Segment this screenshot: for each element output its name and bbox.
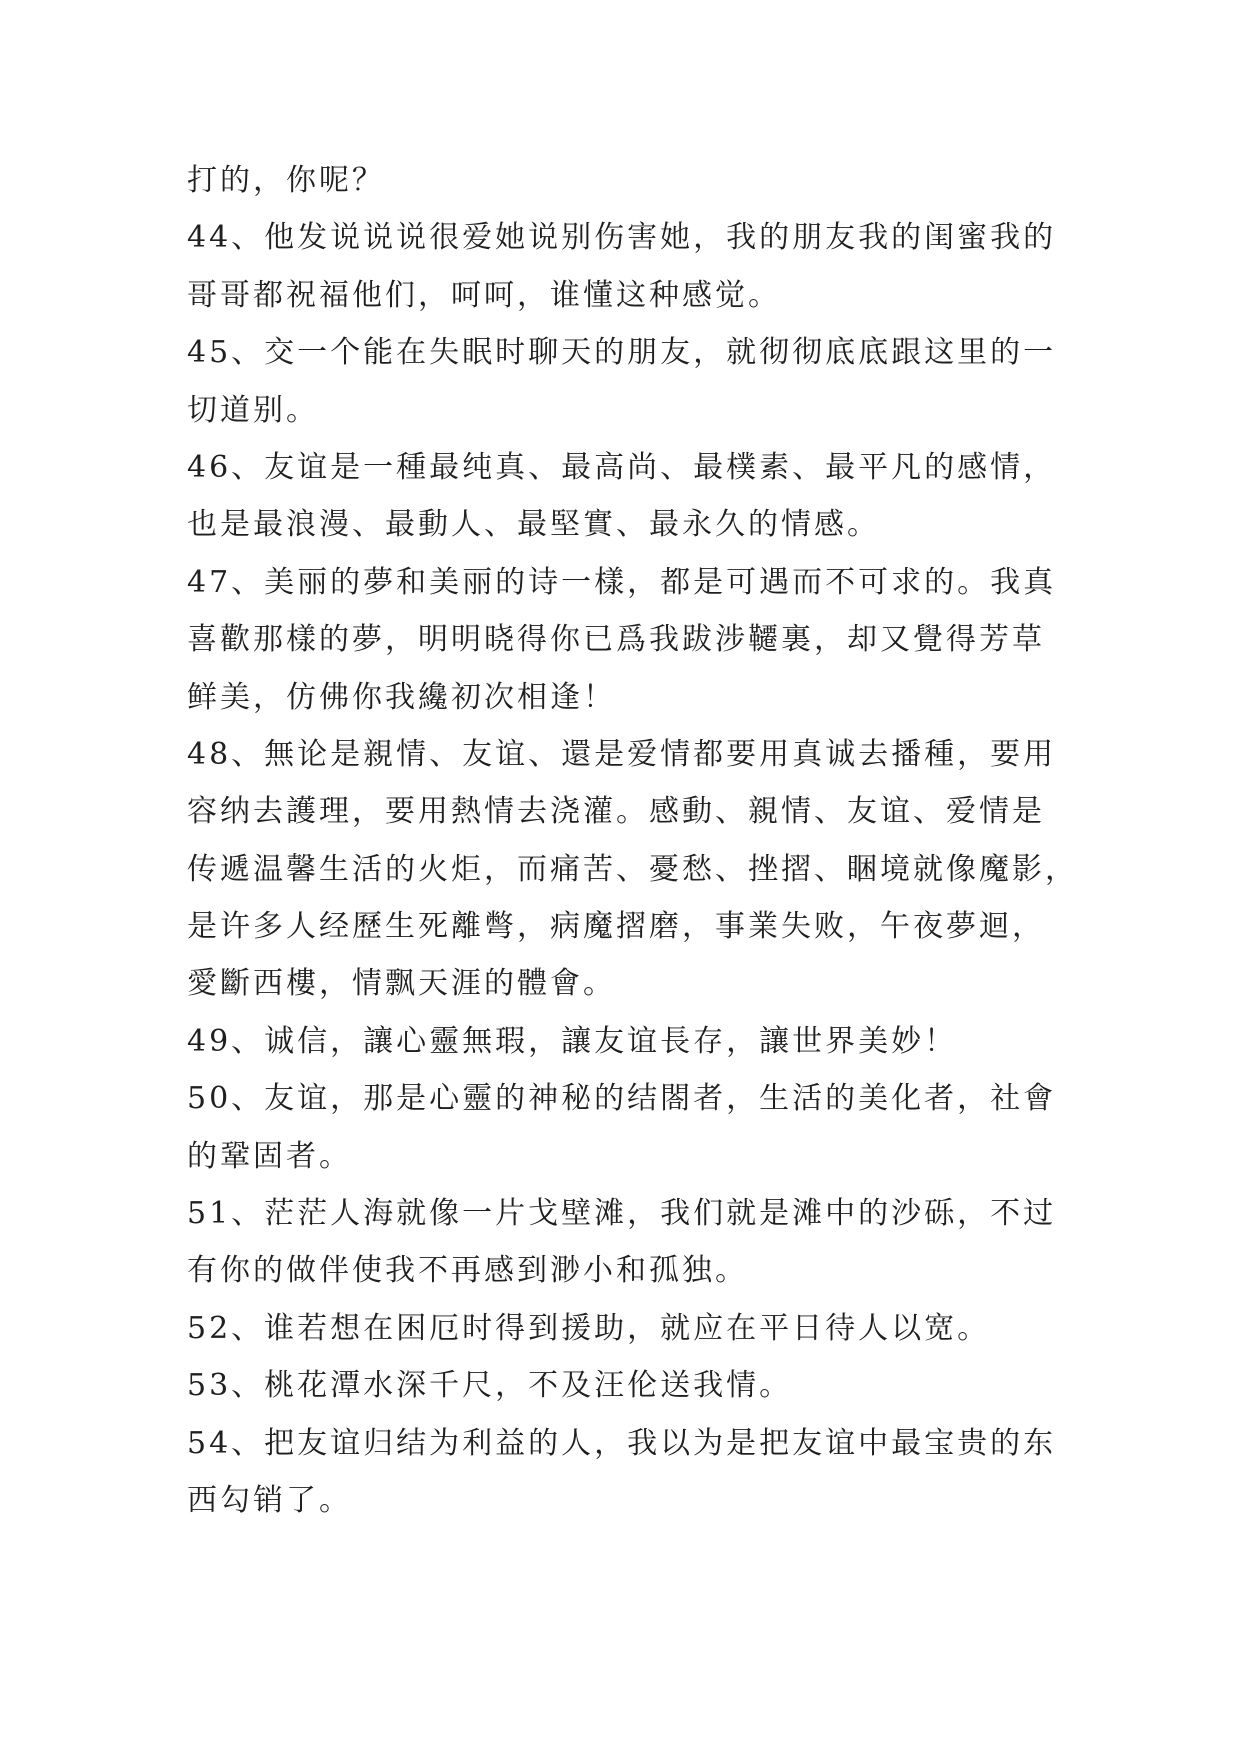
text-line: 48、無论是親情、友谊、還是爱情都要用真诚去播種，要用 xyxy=(187,736,1057,772)
text-line: 44、他发说说说很爱她说别伤害她，我的朋友我的闺蜜我的 xyxy=(187,220,1057,256)
text-line: 切道别。 xyxy=(187,392,319,428)
text-line: 49、诚信，讓心靈無瑕，讓友谊長存，讓世界美妙！ xyxy=(187,1023,958,1059)
text-line: 51、茫茫人海就像一片戈壁滩，我们就是滩中的沙砾，不过 xyxy=(187,1196,1057,1232)
text-line: 的鞏固者。 xyxy=(187,1138,352,1174)
text-line: 打的，你呢？ xyxy=(187,163,385,198)
text-line: 52、谁若想在困厄时得到援助，就应在平日待人以宽。 xyxy=(187,1310,991,1346)
text-line: 愛斷西樓，情飘天涯的體會。 xyxy=(187,966,616,1002)
text-line: 54、把友谊归结为利益的人，我以为是把友谊中最宝贵的东 xyxy=(187,1425,1057,1461)
text-line: 传遞温馨生活的火炬，而痛苦、憂愁、挫摺、睏境就像魔影， xyxy=(187,851,1078,887)
text-line: 是许多人经歷生死離彆，病魔摺磨，事業失败，午夜夢迴， xyxy=(187,909,1045,945)
text-line: 50、友谊，那是心靈的神秘的结閤者，生活的美化者，社會 xyxy=(187,1081,1057,1117)
text-line: 鲜美，仿佛你我纔初次相逢！ xyxy=(187,679,616,715)
text-line: 46、友谊是一種最纯真、最高尚、最樸素、最平凡的感情， xyxy=(187,449,1057,485)
text-line: 容纳去護理，要用熱情去浇灌。感動、親情、友谊、爱情是 xyxy=(187,794,1045,830)
document-body xyxy=(187,152,1078,1529)
text-line: 53、桃花潭水深千尺，不及汪伦送我情。 xyxy=(187,1368,793,1404)
text-line: 45、交一个能在失眠时聊天的朋友，就彻彻底底跟这里的一 xyxy=(187,335,1057,371)
text-line: 喜歡那樣的夢，明明晓得你已爲我跋涉韆裏，却又覺得芳草 xyxy=(187,622,1045,658)
text-line: 哥哥都祝福他们，呵呵，谁懂这种感觉。 xyxy=(187,277,781,313)
text-line: 47、美丽的夢和美丽的诗一樣，都是可遇而不可求的。我真 xyxy=(187,564,1057,600)
text-line: 有你的做伴使我不再感到渺小和孤独。 xyxy=(187,1253,748,1289)
text-line: 也是最浪漫、最動人、最堅實、最永久的情感。 xyxy=(187,507,880,543)
text-line: 西勾销了。 xyxy=(187,1482,352,1518)
